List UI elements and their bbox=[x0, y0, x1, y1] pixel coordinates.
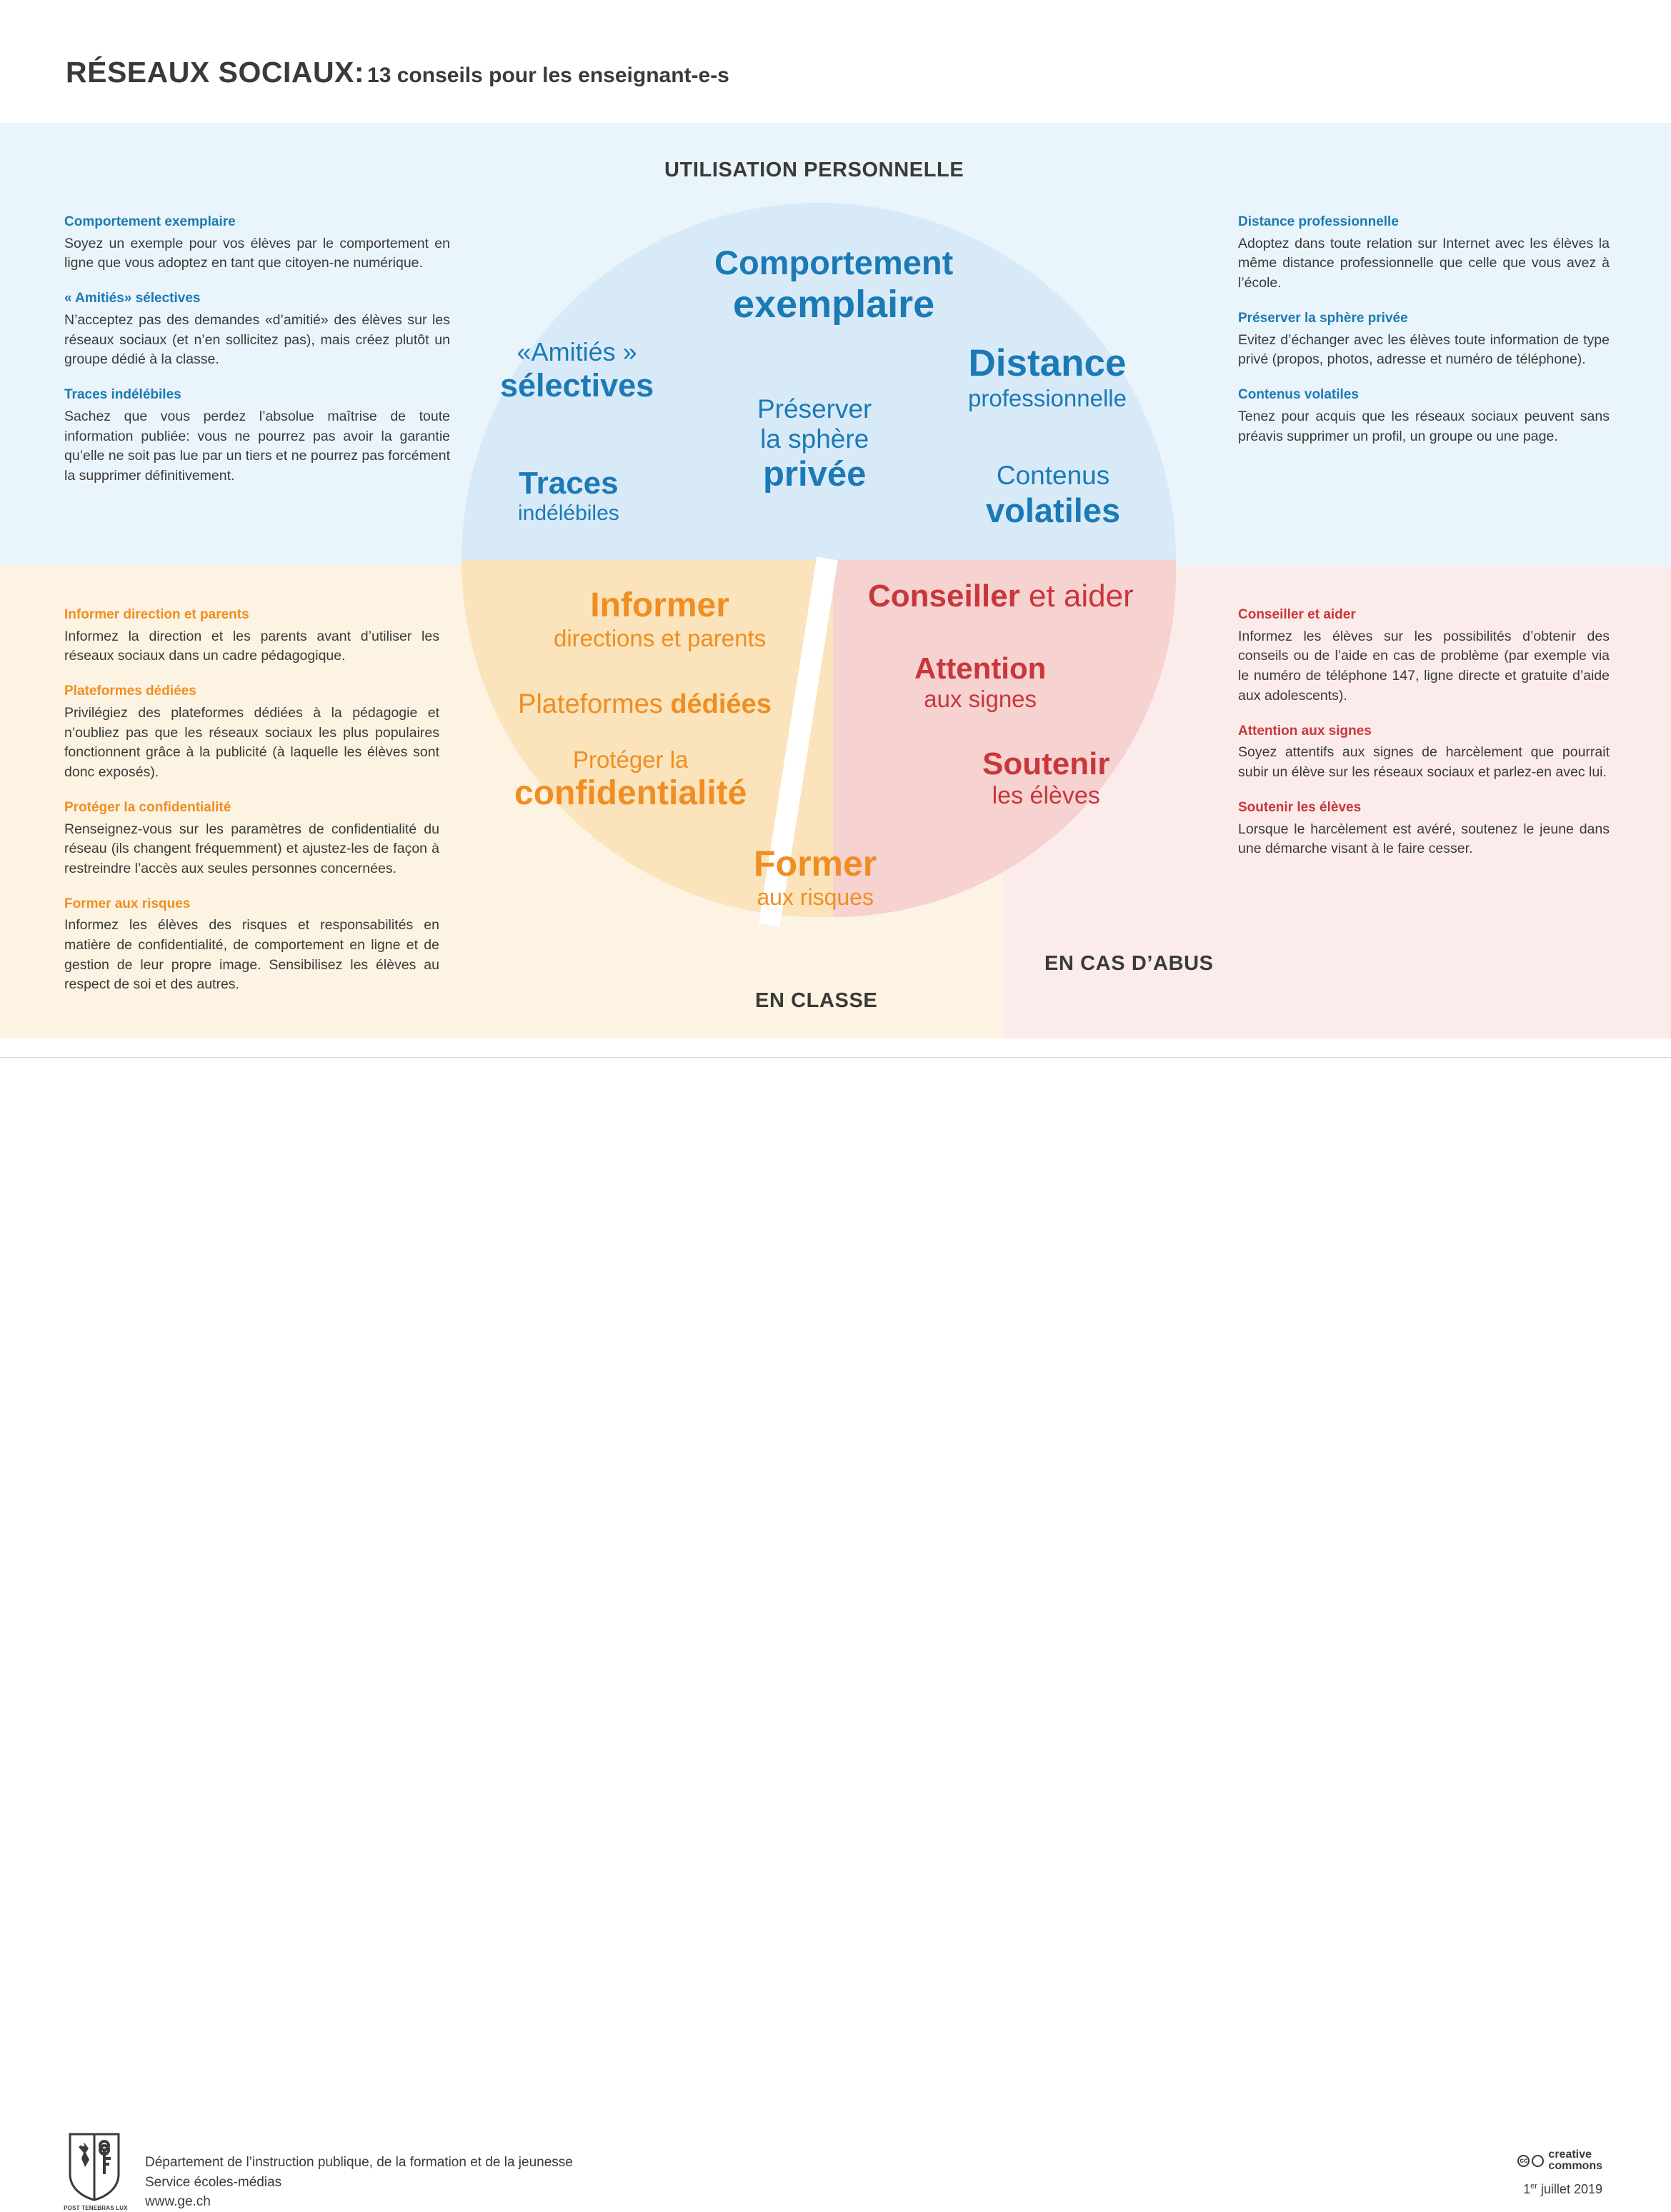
cloud-line: Conseiller bbox=[868, 579, 1020, 614]
cloud-line: Plateformes bbox=[518, 689, 671, 719]
cloud-word-plateformes-dediees bbox=[518, 689, 772, 720]
advice-block bbox=[1238, 607, 1610, 706]
footer-line-website[interactable]: www.ge.ch bbox=[145, 2194, 211, 2210]
advice-title: Protéger la confidentialité bbox=[64, 799, 231, 815]
cloud-line: Former bbox=[754, 844, 877, 884]
footer-line-department: Département de l’instruction publique, de la formation et de la jeunesse bbox=[145, 2155, 573, 2170]
advice-title: Contenus volatiles bbox=[1238, 387, 1359, 403]
advice-title: Former aux risques bbox=[64, 896, 191, 911]
cloud-line: exemplaire bbox=[733, 283, 935, 326]
advice-block bbox=[64, 214, 450, 274]
cloud-line: Contenus bbox=[996, 461, 1110, 490]
advice-title: Comportement exemplaire bbox=[64, 214, 236, 229]
section-label-abuse: EN CAS D’ABUS bbox=[1044, 952, 1214, 975]
text-column-top-left bbox=[64, 214, 450, 504]
advice-title: Conseiller et aider bbox=[1238, 607, 1356, 622]
cloud-word-informer-directions-parents bbox=[554, 586, 766, 652]
cloud-word-preserver-sphere-privee bbox=[757, 394, 872, 494]
cloud-line: les élèves bbox=[992, 782, 1100, 809]
page-title-subtitle: 13 conseils pour les enseignant-e-s bbox=[367, 64, 729, 87]
cloud-line: aux risques bbox=[757, 884, 874, 910]
cc-wordmark bbox=[1548, 2149, 1602, 2172]
cloud-word-distance-professionnelle bbox=[968, 341, 1127, 412]
footer bbox=[0, 1058, 1671, 2211]
advice-block bbox=[1238, 214, 1610, 294]
advice-title: Distance professionnelle bbox=[1238, 214, 1399, 229]
cc-mark-by bbox=[1532, 2155, 1544, 2167]
creative-commons-icon[interactable] bbox=[1517, 2149, 1602, 2172]
advice-title: Plateformes dédiées bbox=[64, 684, 196, 699]
cloud-line: indélébiles bbox=[518, 501, 619, 525]
advice-block bbox=[64, 684, 439, 783]
cloud-line: aux signes bbox=[924, 686, 1037, 712]
advice-body: Informez les élèves des risques et responsabilités en matière de confidentialité, de comportement en ligne et de gestion de leur propre image. Sensibilisez les élèves au respect de soi et des autres. bbox=[64, 917, 439, 993]
advice-body: Soyez un exemple pour vos élèves par le comportement en ligne que vous adoptez en tant que citoyen-ne numérique. bbox=[64, 235, 450, 271]
cloud-line: volatiles bbox=[986, 491, 1121, 529]
cloud-word-conseiller-et-aider bbox=[868, 579, 1134, 614]
advice-title: « Amitiés» sélectives bbox=[64, 291, 201, 306]
advice-title: Soutenir les élèves bbox=[1238, 799, 1362, 815]
advice-block bbox=[64, 291, 450, 370]
cloud-line: la sphère bbox=[760, 424, 869, 454]
date-day: 1 bbox=[1523, 2182, 1531, 2196]
footer-organisation bbox=[145, 2153, 573, 2212]
cloud-word-attention-aux-signes bbox=[914, 651, 1046, 713]
cloud-line: Attention bbox=[914, 651, 1047, 685]
cloud-line: sélectives bbox=[500, 367, 654, 404]
advice-title: Préserver la sphère privée bbox=[1238, 310, 1408, 326]
advice-body: Privilégiez des plateformes dédiées à la pédagogie et n’oubliez pas que les réseaux sociaux les plus populaires fonctionnent grâce à la publicité (à laquelle les élèves sont donc exposés). bbox=[64, 704, 439, 781]
advice-block bbox=[64, 800, 439, 879]
cloud-line: privée bbox=[763, 455, 867, 494]
advice-block bbox=[64, 896, 439, 996]
cc-word-commons: commons bbox=[1548, 2160, 1602, 2172]
cloud-line: directions et parents bbox=[554, 625, 767, 651]
section-label-in-class: EN CLASSE bbox=[755, 989, 878, 1012]
advice-block bbox=[64, 607, 439, 666]
cloud-line: confidentialité bbox=[514, 774, 747, 812]
cloud-line: Soutenir bbox=[982, 746, 1110, 781]
advice-body: Adoptez dans toute relation sur Internet avec les élèves la même distance professionnelle que celle que vous avez à l’école. bbox=[1238, 235, 1610, 291]
date-month-year: juillet 2019 bbox=[1537, 2182, 1602, 2196]
advice-body: Soyez attentifs aux signes de harcèlement que pourrait subir un élève sur les réseaux sociaux et parlez-en avec lui. bbox=[1238, 744, 1610, 781]
cloud-line: Préserver bbox=[757, 394, 872, 424]
advice-body: Informez les élèves sur les possibilités d’obtenir des conseils ou de l’aide en cas de problème (par exemple via le numéro de téléphone 147, ligne directe et gratuite d’aide aux adolescents). bbox=[1238, 628, 1610, 704]
date-ordinal: er bbox=[1530, 2182, 1537, 2191]
advice-block bbox=[1238, 724, 1610, 783]
advice-body: Evitez d’échanger avec les élèves toute information de type privé (propos, photos, adresse et numéro de téléphone). bbox=[1238, 331, 1610, 368]
cc-circles bbox=[1517, 2155, 1544, 2167]
cloud-line: Comportement bbox=[714, 244, 954, 281]
cloud-word-traces-indelebiles bbox=[518, 466, 619, 526]
cloud-line: Distance bbox=[968, 342, 1127, 384]
page-title bbox=[66, 56, 729, 89]
advice-body: N’acceptez pas des demandes «d’amitié» des élèves sur les réseaux sociaux (et n’en sollicitez pas), mais créez plutôt un groupe dédié à la classe. bbox=[64, 311, 450, 368]
advice-block bbox=[1238, 387, 1610, 446]
cloud-line: professionnelle bbox=[968, 385, 1127, 411]
cloud-word-former-aux-risques bbox=[754, 843, 877, 911]
cloud-line: Traces bbox=[519, 466, 619, 501]
advice-block bbox=[1238, 800, 1610, 859]
advice-body: Sachez que vous perdez l’absolue maîtrise de toute information publiée: vous ne pourrez pas avoir la garantie qu’elle ne soit pas lue par un tiers et ne pourrez pas forcément la supprimer définitivement. bbox=[64, 408, 450, 484]
cc-mark-cc: cc bbox=[1517, 2155, 1530, 2167]
advice-body: Renseignez-vous sur les paramètres de confidentialité du réseau (ils changent fréquemment) et ajustez-les de façon à restreindre l’accès aux seules personnes concernées. bbox=[64, 821, 439, 876]
cloud-word-proteger-confidentialite bbox=[514, 746, 747, 813]
text-column-top-right bbox=[1238, 214, 1610, 464]
cloud-line: «Amitiés » bbox=[517, 337, 637, 366]
advice-block bbox=[1238, 311, 1610, 370]
cloud-line: Informer bbox=[590, 586, 729, 624]
advice-title: Traces indélébiles bbox=[64, 387, 181, 403]
text-column-bottom-left bbox=[64, 607, 439, 1012]
crest-caption: POST TENEBRAS LUX bbox=[64, 2205, 128, 2211]
text-column-bottom-right bbox=[1238, 607, 1610, 876]
cc-word-creative: creative bbox=[1548, 2148, 1592, 2161]
cloud-word-amities-selectives bbox=[500, 337, 654, 404]
cloud-line: dédiées bbox=[670, 689, 772, 719]
advice-block bbox=[64, 387, 450, 486]
cloud-word-comportement-exemplaire bbox=[714, 243, 953, 326]
page-title-colon: : bbox=[354, 56, 364, 89]
advice-body: Lorsque le harcèlement est avéré, soutenez le jeune dans une démarche visant à le faire cesser. bbox=[1238, 821, 1610, 857]
advice-title: Attention aux signes bbox=[1238, 723, 1372, 739]
advice-title: Informer direction et parents bbox=[64, 607, 249, 622]
creative-commons-block bbox=[1517, 2149, 1602, 2197]
cloud-word-contenus-volatiles bbox=[986, 461, 1120, 530]
section-label-personal-use: UTILISATION PERSONNELLE bbox=[664, 159, 964, 181]
cloud-word-soutenir-les-eleves bbox=[982, 746, 1109, 810]
advice-body: Informez la direction et les parents avant d’utiliser les réseaux sociaux dans un cadre pédagogique. bbox=[64, 628, 439, 664]
geneva-coat-of-arms-icon bbox=[69, 2133, 120, 2201]
publication-date bbox=[1517, 2182, 1602, 2197]
footer-line-service: Service écoles-médias bbox=[145, 2174, 282, 2190]
cloud-line: Protéger la bbox=[572, 746, 689, 773]
cloud-line: et aider bbox=[1019, 579, 1134, 614]
advice-body: Tenez pour acquis que les réseaux sociaux peuvent sans préavis supprimer un profil, un groupe ou une page. bbox=[1238, 408, 1610, 444]
page-title-main: RÉSEAUX SOCIAUX bbox=[66, 56, 354, 89]
header bbox=[0, 0, 1671, 123]
